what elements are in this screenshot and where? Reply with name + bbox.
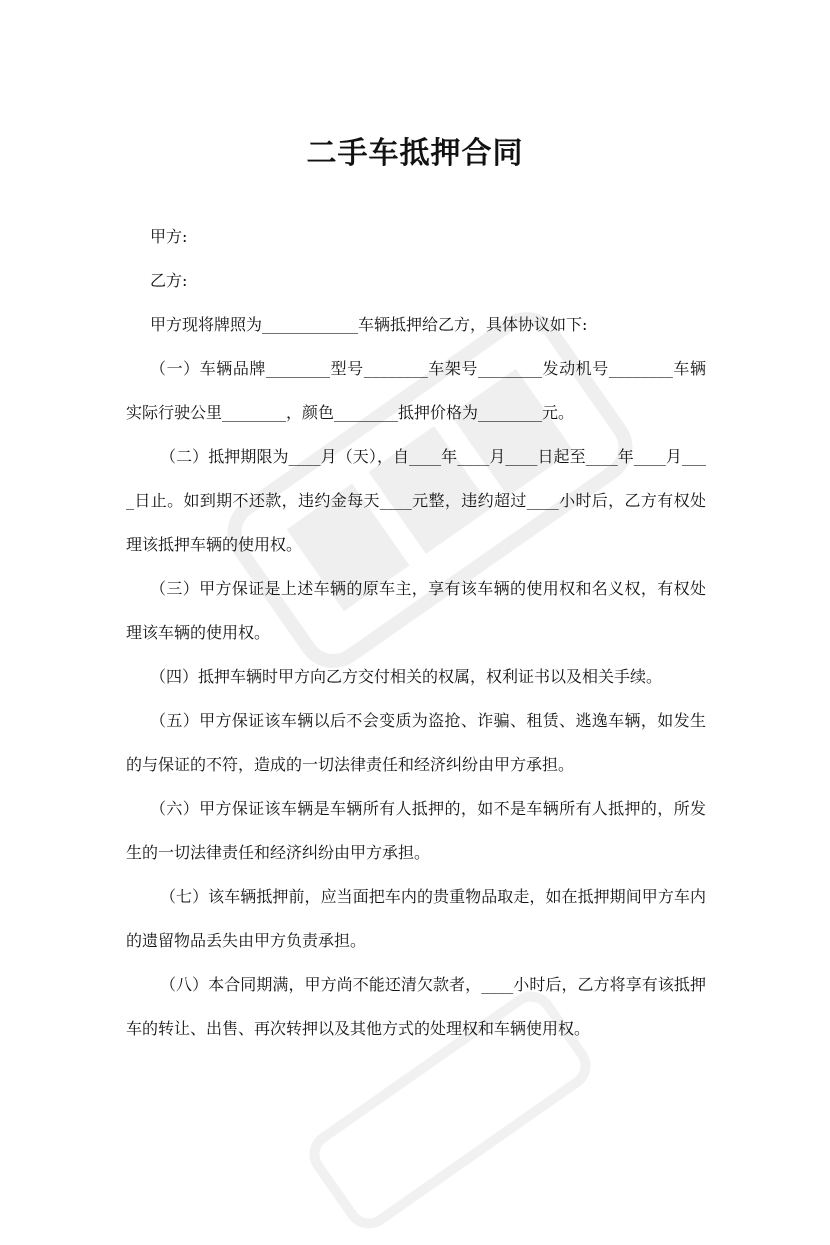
clause-8: （八）本合同期满，甲方尚不能还清欠款者，____小时后，乙方将享有该抵押车的转让、出售、再次转押以及其他方式的处理权和车辆使用权。 [126,975,706,1038]
clause-4: （四）抵押车辆时甲方向乙方交付相关的权属，权利证书以及相关手续。 [150,667,663,686]
clause-1: （一）车辆品牌________型号________车架号________发动机号________车辆实际行驶公里________，颜色________抵押价格为________元。 [126,359,706,422]
clause-7: （七）该车辆抵押前，应当面把车内的贵重物品取走，如在抵押期间甲方车内的遗留物品丢失由甲方负责承担。 [126,887,706,950]
party-b-line: 乙方: [150,271,188,290]
document-body [126,215,706,1051]
clause-6: （六）甲方保证该车辆是车辆所有人抵押的，如不是车辆所有人抵押的，所发生的一切法律责任和经济纠纷由甲方承担。 [126,799,706,862]
clause-5: （五）甲方保证该车辆以后不会变质为盗抢、诈骗、租赁、逃逸车辆，如发生的与保证的不符，造成的一切法律责任和经济纠纷由甲方承担。 [126,711,706,774]
clause-2: （二）抵押期限为____月（天），自____年____月____日起至____年____月____日止。如到期不还款，违约金每天____元整，违约超过____小时后，乙方有权处理该抵押车辆的使用权。 [126,447,706,554]
intro-paragraph: 甲方现将牌照为____________车辆抵押给乙方，具体协议如下: [150,315,588,334]
clause-3: （三）甲方保证是上述车辆的原车主，享有该车辆的使用权和名义权，有权处理该车辆的使用权。 [126,579,706,642]
party-a-line: 甲方: [150,227,188,246]
document-title: 二手车抵押合同 [306,136,524,172]
